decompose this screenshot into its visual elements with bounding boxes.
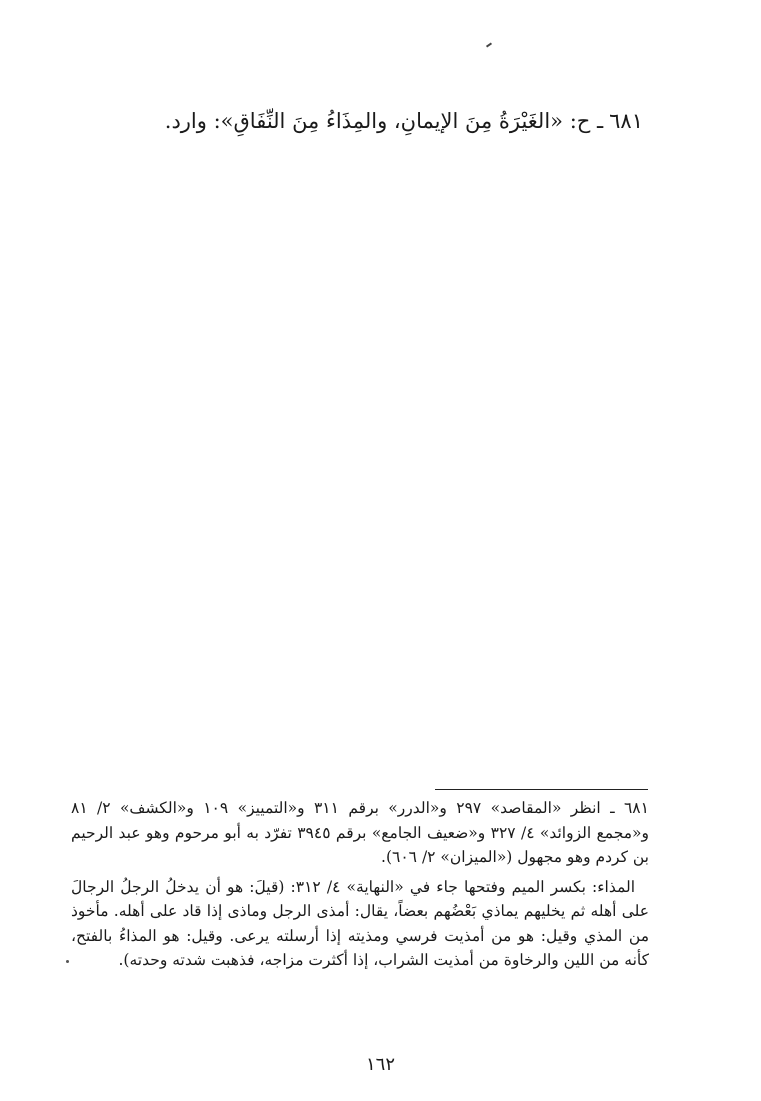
hadith-entry xyxy=(83,104,643,138)
stray-ink-mark xyxy=(486,42,492,47)
hadith-number: ٦٨١ xyxy=(609,109,643,133)
margin-dot xyxy=(66,960,69,963)
footnote-definition: المذاء: بكسر الميم وفتحها جاء في «النهاية» ٤/ ٣١٢: (قيلَ: هو أن يدخلُ الرجلُ الرجالَ على أهله ثم يخليهم يماذي بَعْضُهم بعضاً، يقال: أمذى الرجل وماذى إذا قاد على أهله. مأخوذ من المذي وقيل: هو من أمذيت فرسي ومذيته إذا أرسلته يرعى. وقيل: هو المذاءُ بالفتح، كأنه من اللين والرخاوة من أمذيت الشراب، إذا أكثرت مزاجه، فذهبت شدته وحدته). xyxy=(71,877,649,969)
footnote-references: ٦٨١ ـ انظر «المقاصد» ٢٩٧ و«الدرر» برقم ٣١١ و«التمييز» ١٠٩ و«الكشف» ٢/ ٨١ و«مجمع الزوائد» ٤/ ٣٢٧ و«ضعيف الجامع» برقم ٣٩٤٥ تفرّد به أبو مرحوم وهو عبد الرحيم بن كردم وهو مجهول («الميزان» ٢/ ٦٠٦). xyxy=(71,799,650,866)
footnote-separator xyxy=(435,789,648,790)
footnotes-section xyxy=(71,796,649,973)
page-number: ١٦٢ xyxy=(365,1054,395,1075)
hadith-text: ـ ح: «الغَيْرَةُ مِنَ الإيمانِ، والمِذَاءُ مِنَ النِّفَاقِ»: وارد. xyxy=(164,109,604,133)
